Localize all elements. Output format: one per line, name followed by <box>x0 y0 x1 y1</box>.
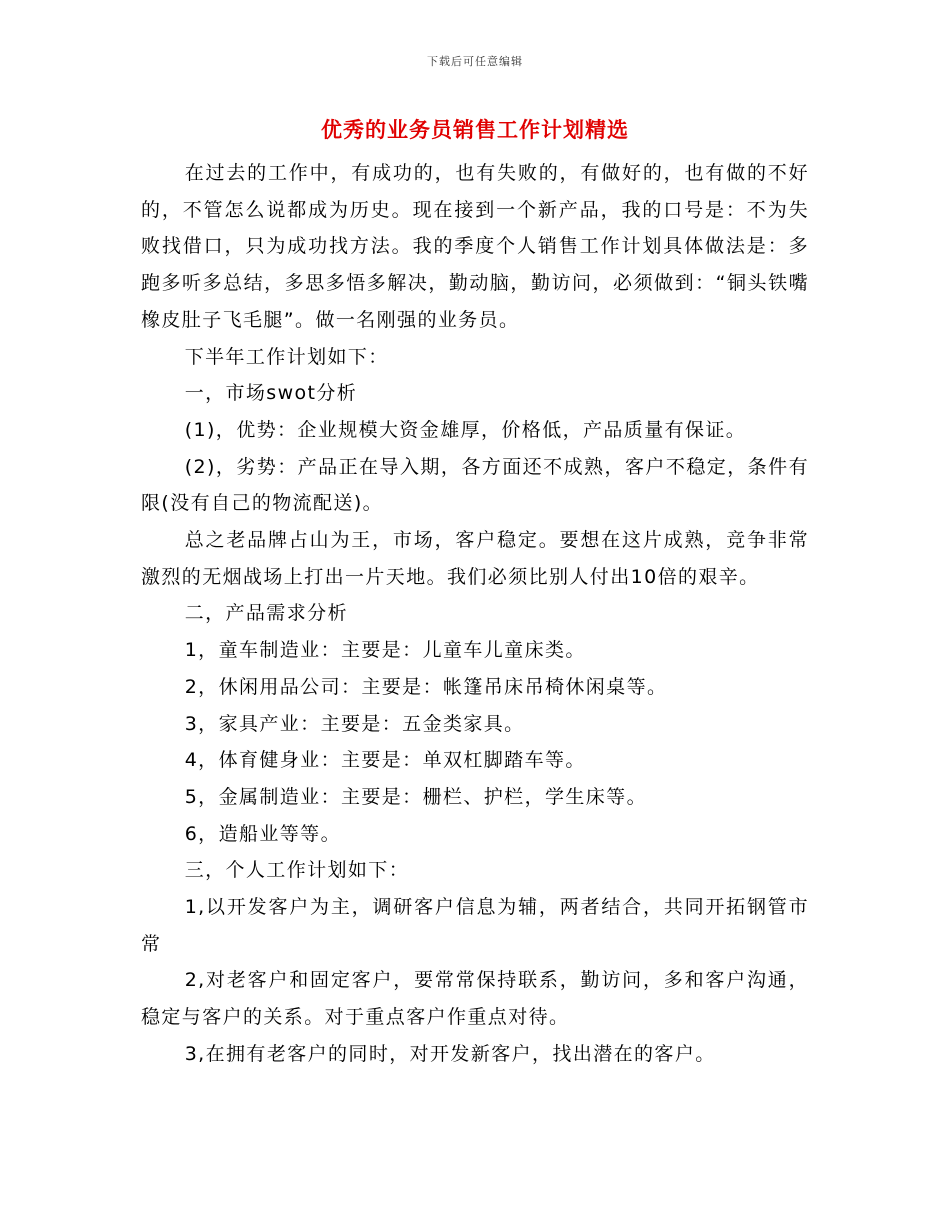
header-note: 下载后可任意编辑 <box>427 55 523 68</box>
list-item: 6，造船业等等。 <box>184 822 341 845</box>
section-heading-personal-plan: 三，个人工作计划如下： <box>184 859 410 882</box>
list-item: 3,在拥有老客户的同时，对开发新客户，找出潜在的客户。 <box>184 1042 716 1065</box>
list-item: 2，休闲用品公司：主要是：帐篷吊床吊椅休闲桌等。 <box>184 675 668 698</box>
list-item: 2,对老客户和固定客户，要常常保持联系，勤访问，多和客户沟通，稳定与客户的关系。对于重点客户作重点对待。 <box>141 969 809 1029</box>
paragraph-summary: 总之老品牌占山为王，市场，客户稳定。要想在这片成熟，竞争非常激烈的无烟战场上打出一片天地。我们必须比别人付出10倍的艰辛。 <box>141 529 809 588</box>
document-body <box>141 155 809 1073</box>
paragraph-strengths: (1)，优势：企业规模大资金雄厚，价格低，产品质量有保证。 <box>184 418 747 441</box>
paragraph-intro: 在过去的工作中，有成功的，也有失败的，有做好的，也有做的不好的，不管怎么说都成为历史。现在接到一个新产品，我的口号是：不为失败找借口，只为成功找方法。我的季度个人销售工作计划具体做法是：多跑多听多总结，多思多悟多解决，勤动脑，勤访问，必须做到：“铜头铁嘴橡皮肚子飞毛腿”。做一名刚强的业务员。 <box>141 162 809 331</box>
paragraph-plan-heading: 下半年工作计划如下： <box>184 345 389 368</box>
section-heading-demand: 二，产品需求分析 <box>184 602 348 625</box>
list-item: 3，家具产业：主要是：五金类家具。 <box>184 712 525 735</box>
section-heading-swot: 一，市场swot分析 <box>184 382 358 405</box>
list-item: 1，童车制造业：主要是：儿童车儿童床类。 <box>184 639 586 662</box>
document-title: 优秀的业务员销售工作计划精选 <box>321 118 629 142</box>
list-item: 4，体育健身业：主要是：单双杠脚踏车等。 <box>184 749 586 772</box>
paragraph-weaknesses: (2)，劣势：产品正在导入期，各方面还不成熟，客户不稳定，条件有限(没有自己的物流配送)。 <box>141 455 809 515</box>
list-item: 5，金属制造业：主要是：栅栏、护栏，学生床等。 <box>184 785 647 808</box>
list-item: 1,以开发客户为主，调研客户信息为辅，两者结合，共同开拓钢管市常 <box>141 896 809 955</box>
